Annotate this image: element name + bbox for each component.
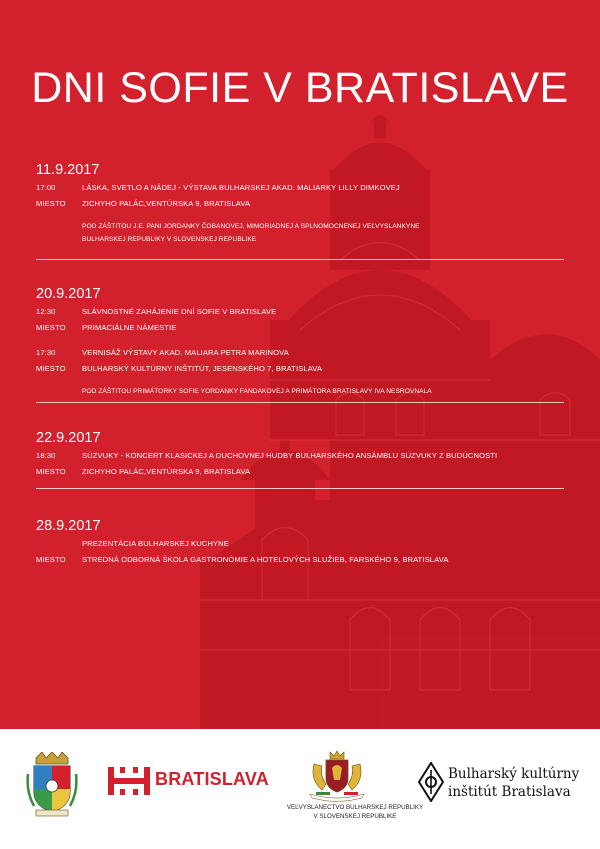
event-row: [36, 536, 566, 552]
event-row: [36, 180, 566, 196]
row-value: VERNISÁŽ VÝSTAVY AKAD. MALIARA PETRA MARINOVA: [82, 348, 289, 357]
row-key: [36, 536, 82, 552]
row-value: SLÁVNOSTNÉ ZAHÁJENIE DNÍ SOFIE V BRATISLAVE: [82, 307, 277, 316]
divider: [36, 259, 564, 260]
row-key: MIESTO: [36, 323, 66, 332]
bulgaria-coat-of-arms-icon: [306, 750, 368, 802]
event-row: [36, 320, 566, 336]
embassy-line: VEĽVYSLANECTVO BULHARSKEJ REPUBLIKY: [286, 804, 424, 811]
event-date: 11.9.2017: [36, 162, 100, 178]
patronage-note: POD ZÁŠTITOU PRIMÁTORKY SOFIE YORDANKY FANDAKOVEJ A PRIMÁTORA BRATISLAVY IVA NESROVNALA: [82, 388, 432, 395]
row-key: MIESTO: [36, 364, 66, 373]
row-key: MIESTO: [36, 199, 66, 208]
institute-emblem-icon: [418, 762, 444, 802]
bratislava-castle-icon: [108, 767, 150, 795]
row-key: 17:00: [36, 183, 56, 192]
event-row: [36, 552, 566, 568]
bratislava-logo-text: BRATISLAVA: [155, 769, 269, 789]
row-key: MIESTO: [36, 467, 66, 476]
event-20-9: [36, 285, 566, 399]
event-row: [36, 464, 566, 480]
event-row: [36, 448, 566, 464]
row-key: 18:30: [36, 451, 56, 460]
row-key: MIESTO: [36, 555, 66, 564]
row-value: LÁSKA, SVETLO A NÁDEJ - VÝSTAVA BULHARSKEJ AKAD. MALIARKY LILLY DIMKOVEJ: [82, 183, 400, 192]
event-row: [36, 196, 566, 212]
event-date: 22.9.2017: [36, 430, 101, 446]
row-key: 12:30: [36, 307, 56, 316]
institute-line: inštitút Bratislava: [448, 784, 571, 800]
row-value: ZICHYHO PALÁC,VENTÚRSKA 9, BRATISLAVA: [82, 467, 251, 476]
row-value: SÚZVUKY - KONCERT KLASICKEJ A DUCHOVNEJ HUDBY BULHARSKÉHO ANSÁMBLU SÚZVUKY Z BUDÚCNOSTI: [82, 451, 498, 460]
event-row: [36, 345, 566, 361]
row-key: 17:30: [36, 348, 56, 357]
embassy-line: V SLOVENSKEJ REPUBLIKE: [313, 813, 397, 820]
divider: [36, 402, 564, 403]
patronage-note: POD ZÁŠTITOU J.E. PANI JORDANKY ČOBANOVEJ, MIMORIADNEJ A SPLNOMOCNENEJ VEĽVYSLANKYNE: [82, 223, 420, 230]
row-value: PREZENTÁCIA BULHARSKEJ KUCHYNE: [82, 539, 229, 548]
event-22-9: [36, 429, 566, 480]
event-row: [36, 304, 566, 320]
event-11-9: [36, 161, 566, 246]
page-title: DNI SOFIE V BRATISLAVE: [31, 64, 569, 112]
row-value: STREDNÁ ODBORNÁ ŠKOLA GASTRONÓMIE A HOTELOVÝCH SLUŽIEB, FARSKÉHO 9, BRATISLAVA: [82, 555, 449, 564]
row-value: PRIMACIÁLNE NÁMESTIE: [82, 323, 177, 332]
institute-line: Bulharský kultúrny: [448, 766, 580, 782]
institute-logo-text: [448, 765, 579, 801]
divider: [36, 488, 564, 489]
row-value: BULHARSKÝ KULTÚRNY INŠTITÚT, JESENSKÉHO 7, BRATISLAVA: [82, 364, 323, 373]
event-28-9: [36, 517, 566, 568]
patronage-note: BULHARSKEJ REPUBLIKY V SLOVENSKEJ REPUBLIKE: [82, 235, 257, 243]
event-row: [36, 361, 566, 377]
event-date: 28.9.2017: [36, 518, 101, 534]
embassy-caption: [265, 803, 445, 821]
sofia-coat-of-arms-icon: [26, 752, 78, 818]
row-value: ZICHYHO PALÁC,VENTÚRSKA 9, BRATISLAVA: [82, 199, 251, 208]
event-date: 20.9.2017: [36, 286, 101, 302]
